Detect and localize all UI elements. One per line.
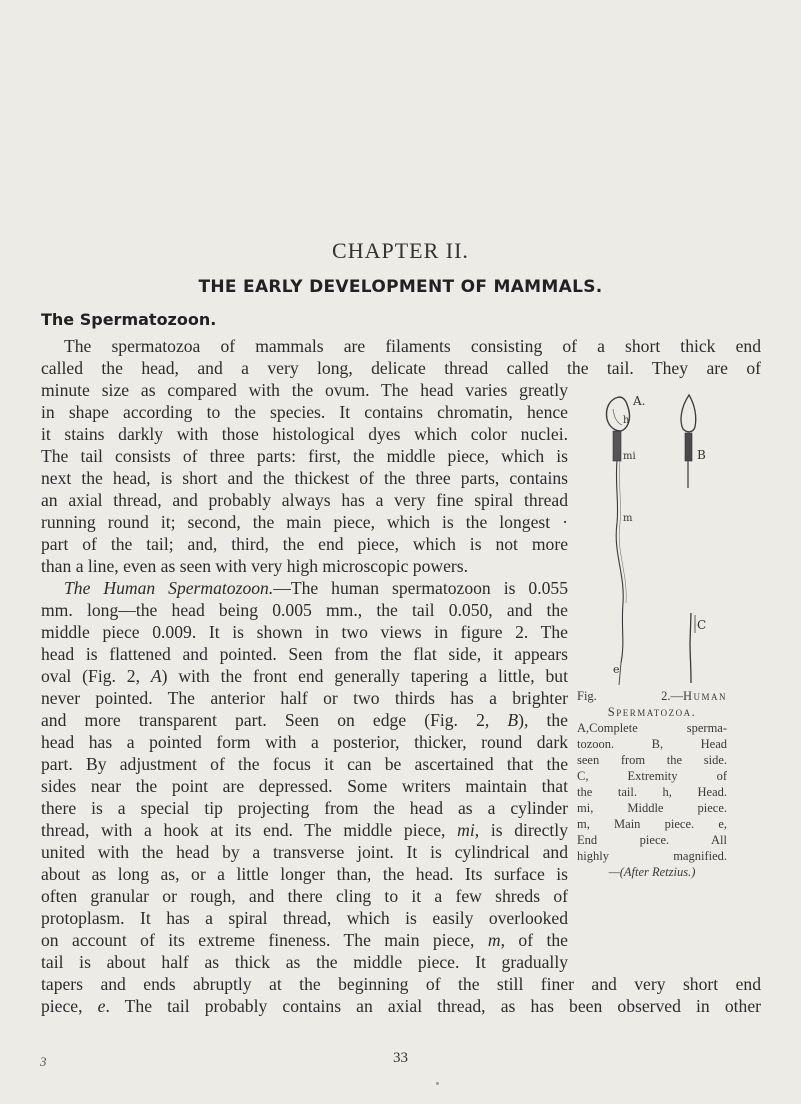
body-line-15: head is flattened and pointed. Seen from the flat side, it appears — [41, 644, 568, 664]
caption-line-4: tozoon. B, Head — [577, 737, 727, 751]
body-line-2: called the head, and a very long, delicate thread called the tail. They are of — [41, 358, 761, 378]
figure-label-a: A. — [633, 394, 646, 408]
figure-label-h: h — [623, 415, 630, 426]
body-line-27: protoplasm. It has a spiral thread, which is easily overlooked — [41, 908, 568, 928]
body-line-31-part-a: piece, — [41, 996, 98, 1016]
body-line-26: often granular or rough, and there cling to it a few shreds of — [41, 886, 568, 906]
body-line-21: sides near the point are depressed. Some writers maintain that — [41, 776, 568, 796]
figure-a-middle-piece — [613, 431, 621, 461]
body-line-18 — [41, 709, 568, 731]
caption-fig-number: Fig. 2.— — [577, 689, 683, 703]
chapter-title: THE EARLY DEVELOPMENT OF MAMMALS. — [198, 277, 603, 297]
body-line-14: middle piece 0.009. It is shown in two views in figure 2. The — [41, 622, 568, 642]
body-line-11: than a line, even as seen with very high microscopic powers. — [41, 556, 469, 576]
body-line-20: part. By adjustment of the focus it can be ascertained that the — [41, 754, 568, 774]
body-line-3: minute size as compared with the ovum. The head varies greatly — [41, 380, 568, 400]
caption-line-5: seen from the side. — [577, 753, 727, 767]
figure-caption — [577, 688, 727, 880]
figure-ref-a: A — [150, 666, 162, 686]
figure-label-mi: mi — [623, 451, 636, 462]
figure-a-main-piece-2 — [619, 461, 626, 603]
figure-label-c: C — [697, 618, 707, 632]
term-m: m — [487, 930, 501, 950]
body-line-28 — [41, 929, 568, 951]
body-line-4: in shape according to the species. It contains chromatin, hence — [41, 402, 568, 422]
caption-human: Human — [682, 689, 727, 703]
figure-a-head-inner — [613, 409, 622, 425]
figure-b-middle-piece — [685, 433, 692, 461]
body-line-16 — [41, 665, 568, 687]
caption-line-6: C, Extremity of — [577, 769, 727, 783]
section-heading: The Spermatozoon. — [41, 310, 217, 329]
figure-label-b: B — [697, 448, 706, 462]
body-line-17: never pointed. The anterior half or two thirds has a brighter — [41, 688, 568, 708]
body-line-28-part-a: on account of its extreme fineness. The main piece, — [41, 930, 488, 950]
body-line-24: united with the head by a transverse joint. It is cylindrical and — [41, 842, 568, 862]
body-line-18-part-a: and more transparent part. Seen on edge (Fig. 2, — [41, 710, 508, 730]
body-line-25: about as long as, or a little longer than, the head. Its surface is — [41, 864, 568, 884]
body-line-22: there is a special tip projecting from the head as a cylinder — [41, 798, 568, 818]
body-line-16-part-a: oval (Fig. 2, — [41, 666, 151, 686]
figure-label-e: e — [613, 663, 620, 676]
body-line-23 — [41, 819, 568, 841]
body-line-6: The tail consists of three parts: first, the middle piece, which is — [41, 446, 568, 466]
body-line-12-rest: —The human spermatozoon is 0.055 — [273, 578, 569, 598]
page-number: 33 — [393, 1050, 408, 1066]
body-line-5: it stains darkly with those histological dyes which color nuclei. — [41, 424, 568, 444]
term-mi: mi — [457, 820, 475, 840]
body-line-9: running round it; second, the main piece, which is the longest · — [41, 512, 568, 532]
body-line-1: The spermatozoa of mammals are filaments consisting of a short thick end — [64, 336, 761, 356]
caption-line-10: End piece. All — [577, 833, 727, 847]
body-line-31-part-c: . The tail probably contains an axial thread, as has been observed in other — [105, 996, 761, 1016]
caption-line-3: A,Complete sperma- — [577, 721, 727, 735]
caption-line-9: m, Main piece. e, — [577, 817, 727, 831]
caption-line-7: the tail. h, Head. — [577, 785, 727, 799]
body-line-31 — [41, 995, 761, 1017]
body-line-23-part-a: thread, with a hook at its end. The middle piece, — [41, 820, 458, 840]
body-line-10: part of the tail; and, third, the end piece, which is not more — [41, 534, 568, 554]
caption-line-12: —(After Retzius.) — [608, 865, 696, 879]
body-line-13: mm. long—the head being 0.005 mm., the tail 0.050, and the — [41, 600, 568, 620]
body-line-28-part-c: , of the — [500, 930, 568, 950]
caption-line-8: mi, Middle piece. — [577, 801, 727, 815]
caption-line-2: Spermatozoa. — [607, 705, 697, 719]
signature-mark: 3 — [40, 1054, 47, 1069]
chapter-heading: CHAPTER II. — [332, 238, 469, 263]
figure-ref-b: B — [507, 710, 519, 730]
subsection-title: The Human Spermatozoon. — [64, 578, 274, 598]
body-line-29: tail is about half as thick as the middle piece. It gradually — [41, 952, 568, 972]
caption-line-1 — [577, 688, 727, 704]
figure-b-head — [681, 395, 696, 432]
spermatozoa-figure — [587, 393, 727, 685]
caption-line-11: highly magnified. — [577, 849, 727, 863]
body-line-12 — [64, 577, 568, 599]
body-line-16-part-c: ) with the front end generally tapering a little, but — [161, 666, 568, 686]
body-line-7: next the head, is short and the thickest of the three parts, contains — [41, 468, 568, 488]
body-line-8: an axial thread, and probably always has a very fine spiral thread — [41, 490, 568, 510]
figure-label-m: m — [623, 513, 633, 524]
body-line-23-part-c: , is directly — [474, 820, 568, 840]
body-line-19: head has a pointed form with a posterior, thicker, round dark — [41, 732, 568, 752]
term-e: e — [97, 996, 106, 1016]
body-line-30: tapers and ends abruptly at the beginning of the still finer and very short end — [41, 974, 761, 994]
figure-c-tail — [690, 613, 691, 683]
body-line-18-part-c: ), the — [518, 710, 568, 730]
speck-dot — [436, 1082, 439, 1085]
